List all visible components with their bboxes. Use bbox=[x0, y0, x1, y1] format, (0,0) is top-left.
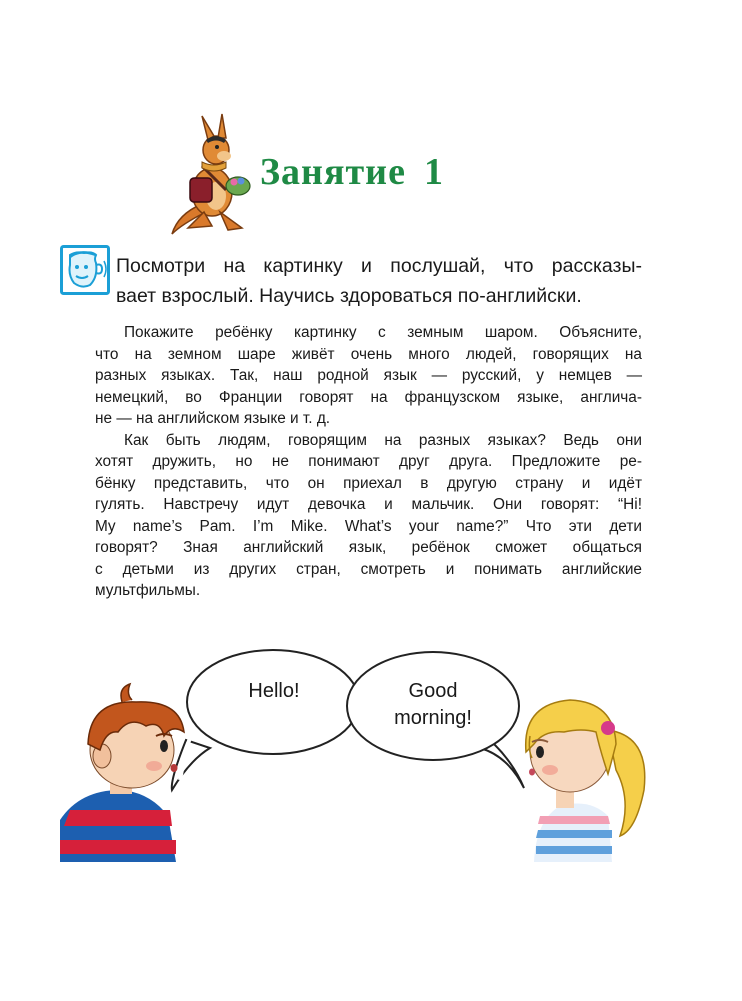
instruction-line: Посмотри на картинку и послушай, что рассказы- bbox=[116, 255, 642, 277]
note-line: мультфильмы. bbox=[95, 582, 201, 599]
girl-bubble-text bbox=[358, 678, 508, 732]
note-line: Как быть людям, говорящим на разных языках? Ведь они bbox=[124, 431, 642, 449]
note-line: разных языках. Так, наш родной язык — русский, у немцев — bbox=[95, 367, 642, 384]
note-line: с детьми из других стран, смотреть и понимать английские bbox=[95, 560, 642, 578]
lesson-title bbox=[260, 150, 444, 194]
task-instruction bbox=[116, 251, 642, 311]
note-line: Покажите ребёнку картинку с земным шаром. Объясните, bbox=[124, 324, 642, 341]
instruction-line: вает взрослый. Научись здороваться по-английски. bbox=[116, 285, 582, 307]
teacher-notes bbox=[95, 322, 642, 602]
listening-face-icon bbox=[60, 245, 110, 295]
greeting-illustration bbox=[60, 640, 682, 862]
kangaroo-mascot-icon bbox=[168, 112, 256, 236]
boy-bubble-text: Hello! bbox=[248, 680, 300, 702]
note-line: гулять. Навстречу идут девочка и мальчик. Они говорят: “Hi! bbox=[95, 496, 642, 513]
lesson-number: 1 bbox=[423, 151, 444, 193]
notes-paragraph-2 bbox=[95, 430, 642, 602]
children-illustration bbox=[60, 640, 682, 862]
girl-bubble-line: Good bbox=[408, 680, 458, 702]
note-line: хотят дружить, но не понимают друг друга. Предложите ре- bbox=[95, 453, 642, 470]
notes-paragraph-1 bbox=[95, 322, 642, 430]
boy-figure bbox=[60, 684, 184, 862]
boy-speech-bubble bbox=[172, 650, 359, 790]
lesson-word: Занятие bbox=[260, 151, 406, 193]
note-line: My name’s Pam. I’m Mike. What’s your name?” Что эти дети bbox=[95, 517, 642, 535]
note-line: говорят? Зная английский язык, ребёнок сможет общаться bbox=[95, 539, 642, 556]
note-line: не — на английском языке и т. д. bbox=[95, 410, 331, 427]
girl-bubble-line: morning! bbox=[394, 707, 472, 729]
note-line: бёнку представить, что он приехал в другую страну и идёт bbox=[95, 474, 642, 492]
girl-figure bbox=[526, 700, 645, 862]
note-line: немецкий, во Франции говорят на французском языке, англича- bbox=[95, 388, 642, 406]
note-line: что на земном шаре живёт очень много людей, говорящих на bbox=[95, 345, 642, 363]
